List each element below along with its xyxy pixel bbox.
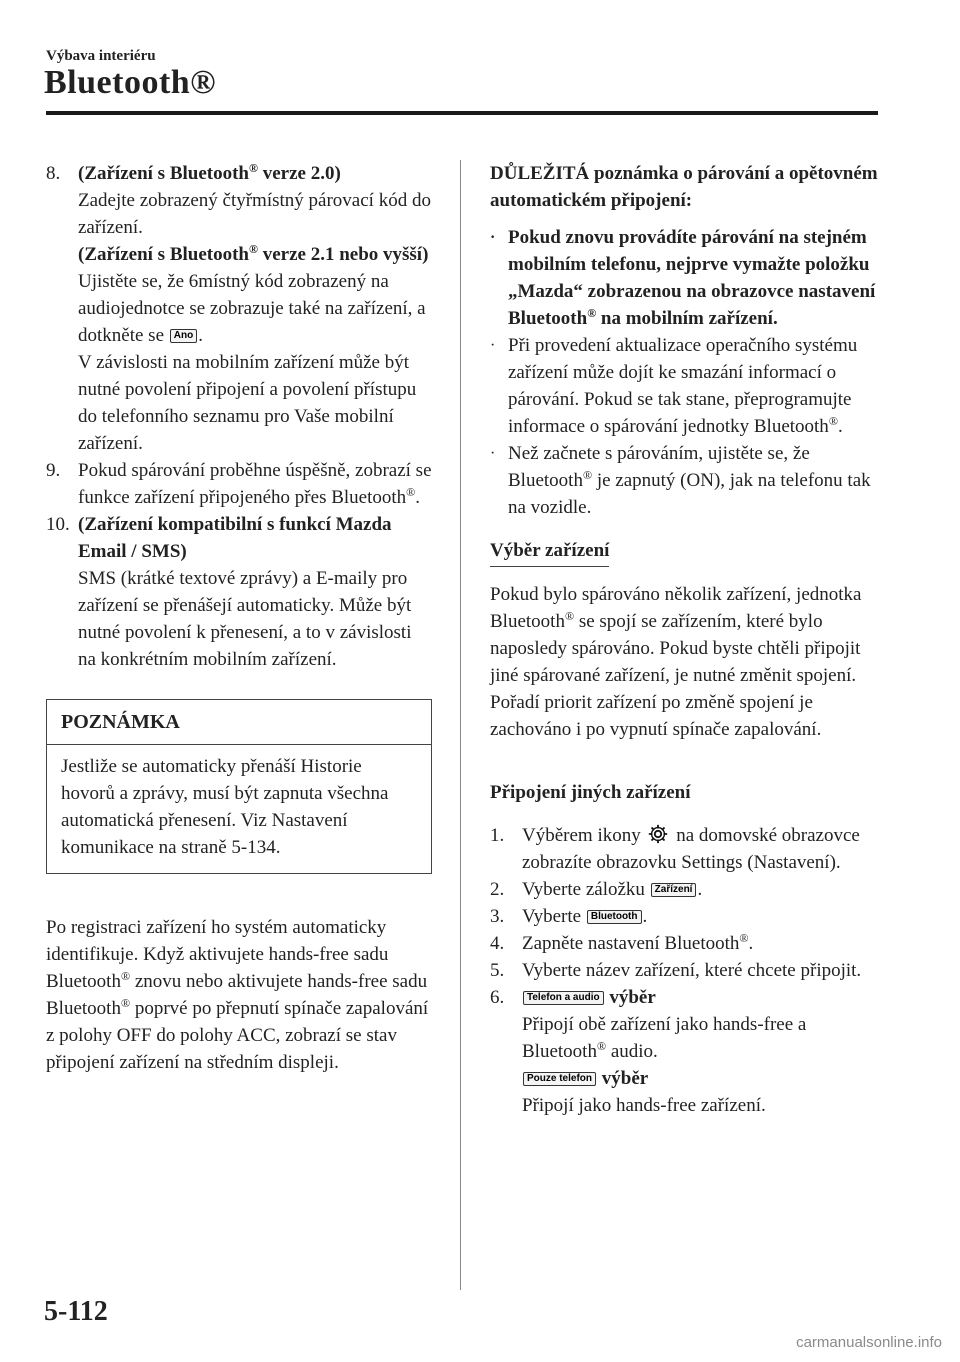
bullet-dot: · (490, 229, 496, 246)
subheading-device-select: Výběr zařízení (490, 537, 609, 567)
ano-key: Ano (170, 329, 197, 343)
step-9: 9. Pokud spárování proběhne úspěšně, zobrazí se funkce zařízení připojeného přes Bluetooth®. (46, 460, 432, 508)
telefon-audio-key: Telefon a audio (523, 991, 604, 1005)
registration-paragraph: Po registraci zařízení ho systém automaticky identifikuje. Když aktivujete hands-free sadu Bluetooth® znovu nebo aktivujete hands-free sadu Bluetooth® poprvé po přepnutí spínače zapalování z polohy OFF do polohy ACC, zobrazí se stav připojení zařízení na středním displeji. (46, 917, 429, 1073)
note-box (46, 699, 432, 874)
pouze-telefon-key: Pouze telefon (523, 1072, 596, 1086)
connect-step-1: 1. Výběrem ikony na domovské obrazovce zobrazíte obrazovku Settings (Nastavení). (490, 825, 860, 873)
bullet-dot: · (490, 337, 496, 354)
step-8: 8. (Zařízení s Bluetooth® verze 2.0) Zadejte zobrazený čtyřmístný párovací kód do zařízení. (Zařízení s Bluetooth® verze 2.1 nebo vyšší) Ujistěte se, že 6místný kód zobrazený na audiojednotce se zobrazuje také na zařízení, a dotkněte se Ano . V závislosti na mobilním zařízení může být nutné povolení připojení a povolení přístupu do telefonního seznamu pro Vaše mobilní zařízení. (46, 161, 431, 454)
watermark: carmanualsonline.info (796, 1334, 942, 1351)
page-number: 5-112 (44, 1296, 108, 1327)
bluetooth-key: Bluetooth (587, 910, 642, 924)
connect-step-5: 5. Vyberte název zařízení, které chcete připojit. (490, 960, 862, 981)
device-select-paragraph: Pokud bylo spárováno několik zařízení, jednotka Bluetooth® se spojí se zařízením, které bylo naposledy spárováno. Pokud byste chtěli připojit jiné spárované zařízení, je nutné změnit spojení. Pořadí priorit zařízení po změně spojení je zachováno i po vypnutí spínače zapalování. (490, 584, 862, 740)
left-column (46, 160, 432, 1076)
connect-step-4: 4. Zapněte nastavení Bluetooth®. (490, 931, 754, 954)
connect-step-6: 6. Telefon a audio výběr Připojí obě zařízení jako hands-free a Bluetooth® audio. Pouze telefon výběr Připojí jako hands-free zařízení. (490, 987, 807, 1116)
page-title: Bluetooth® (44, 64, 217, 101)
note-heading: POZNÁMKA (47, 700, 431, 745)
column-divider (460, 160, 461, 1290)
section-label: Výbava interiéru (46, 48, 156, 64)
settings-gear-icon (647, 823, 669, 845)
connect-step-3: 3. Vyberte Bluetooth . (490, 906, 648, 927)
right-column (490, 160, 882, 1119)
important-heading: DŮLEŽITÁ poznámka o párování a opětovném automatickém připojení: (490, 163, 878, 211)
note-text: Jestliže se automaticky přenáší Historie hovorů a zprávy, musí být zapnuta všechna automatická přenesení. Viz Nastavení komunikace na straně 5-134. (61, 756, 389, 858)
step-10: 10. (Zařízení kompatibilní s funkcí Mazda Email / SMS) SMS (krátké textové zprávy) a E-maily pro zařízení se přenášejí automaticky. Může být nutné povolení k přenesení, a to v závislosti na konkrétním mobilním zařízení. (46, 514, 412, 670)
bullet-dot: · (490, 445, 496, 462)
bullet-2: · Při provedení aktualizace operačního systému zařízení může dojít ke smazání informací o párování. Pokud se tak stane, přeprogramujte informace o spárování jednotky Bluetooth®. (490, 332, 882, 440)
connect-step-2: 2. Vyberte záložku Zařízení . (490, 879, 703, 900)
header-rule (46, 111, 878, 115)
bullet-3: · Než začnete s párováním, ujistěte se, že Bluetooth® je zapnutý (ON), jak na telefonu tak na vozidle. (490, 440, 882, 521)
subheading-connect-other: Připojení jiných zařízení (490, 782, 691, 803)
zarizeni-tab-key: Zařízení (651, 883, 697, 897)
bullet-1: · Pokud znovu provádíte párování na stejném mobilním telefonu, nejprve vymažte položku „Mazda“ zobrazenou na obrazovce nastavení Bluetooth® na mobilním zařízení. (490, 224, 882, 332)
